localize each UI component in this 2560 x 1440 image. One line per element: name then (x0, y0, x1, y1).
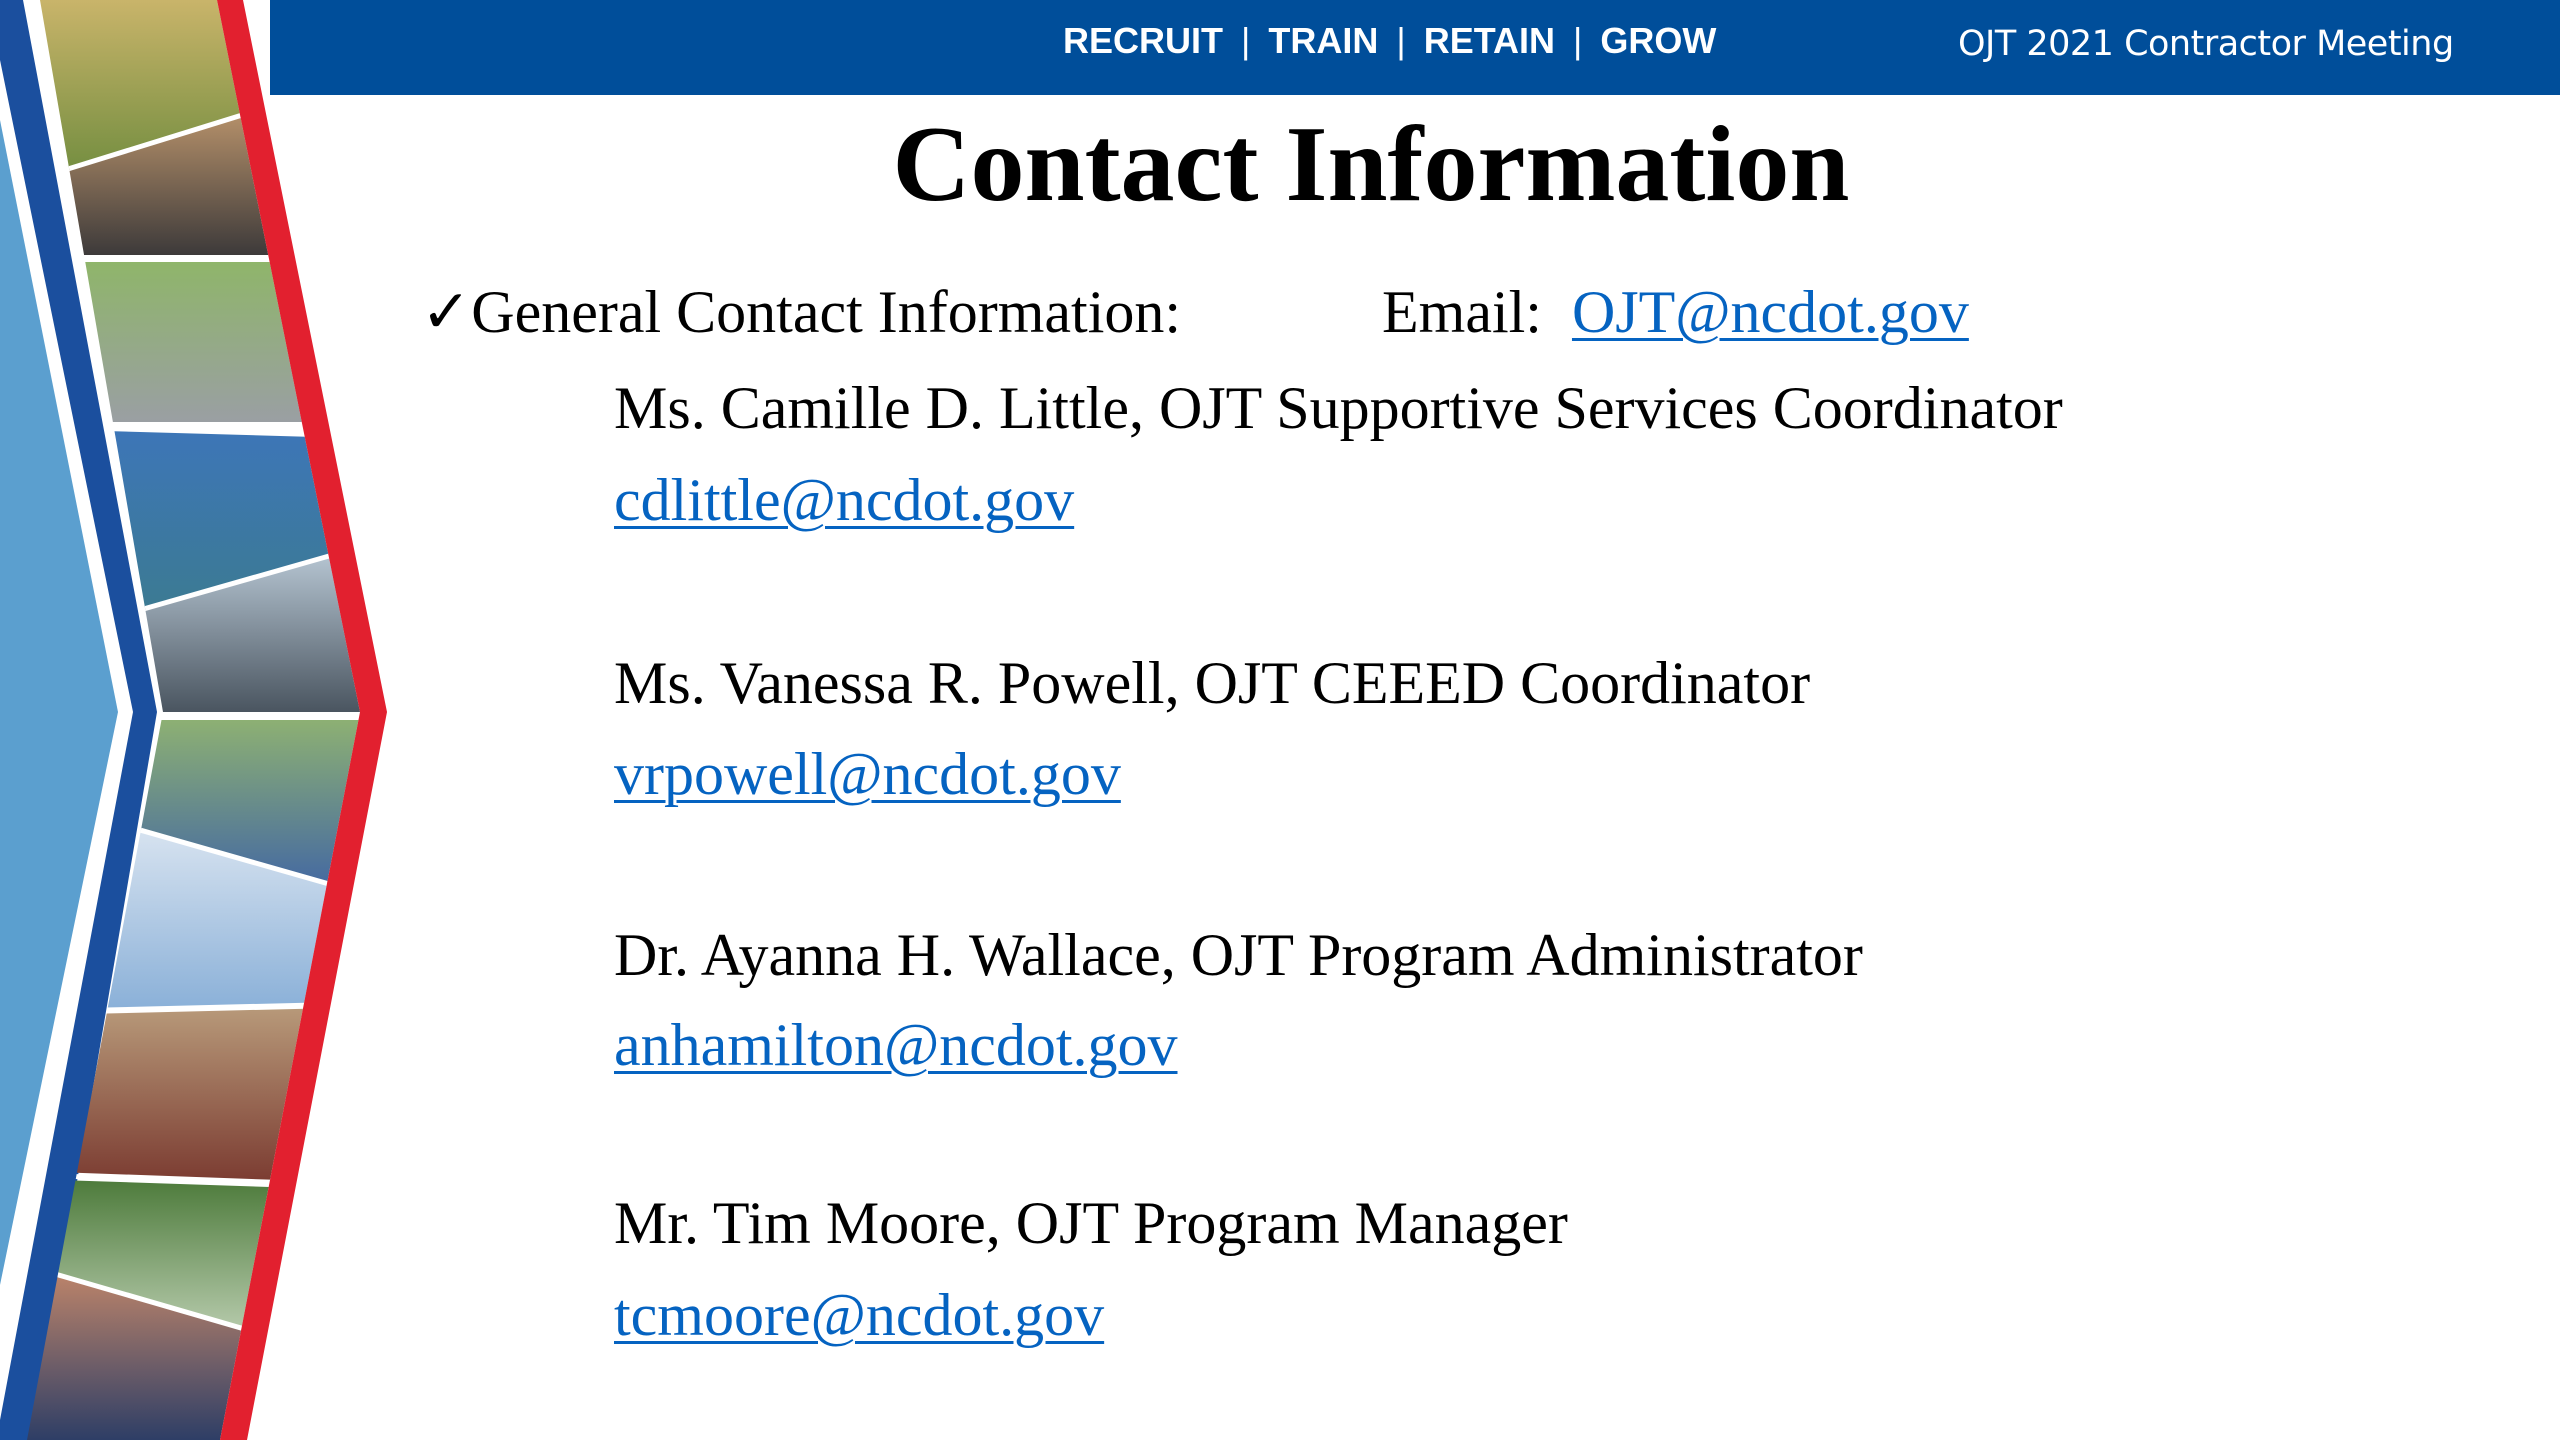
tagline-retain: RETAIN (1423, 20, 1556, 61)
tagline-train: TRAIN (1268, 20, 1379, 61)
general-email-link[interactable]: OJT@ncdot.gov (1571, 279, 1969, 345)
contact-name: Mr. Tim Moore, OJT Program Manager (614, 1190, 1568, 1256)
check-icon: ✓ (421, 279, 472, 345)
meeting-title: OJT 2021 Contractor Meeting (1958, 24, 2454, 64)
contact-name: Ms. Camille D. Little, OJT Supportive Services Coordinator (614, 375, 2063, 441)
contact-name: Dr. Ayanna H. Wallace, OJT Program Administrator (614, 922, 1863, 988)
tagline-recruit: RECRUIT (1063, 20, 1223, 61)
general-contact-label: General Contact Information: (471, 279, 1182, 345)
contact-email-link[interactable]: vrpowell@ncdot.gov (614, 741, 1121, 807)
contact-email-link[interactable]: anhamilton@ncdot.gov (614, 1012, 1178, 1078)
tagline-grow: GROW (1600, 20, 1717, 61)
page-title: Contact Information (892, 105, 1850, 224)
contact-email-link[interactable]: tcmoore@ncdot.gov (614, 1282, 1105, 1348)
tagline (1063, 20, 1716, 62)
email-label: Email: (1382, 279, 1542, 345)
contact-email-link[interactable]: cdlittle@ncdot.gov (614, 467, 1075, 533)
contact-name: Ms. Vanessa R. Powell, OJT CEEED Coordinator (614, 650, 1811, 716)
tagline-separator: | (1396, 20, 1406, 61)
tagline-separator: | (1241, 20, 1251, 61)
general-contact-line (421, 279, 1182, 345)
tagline-separator: | (1573, 20, 1583, 61)
general-email-line (1382, 279, 1969, 345)
